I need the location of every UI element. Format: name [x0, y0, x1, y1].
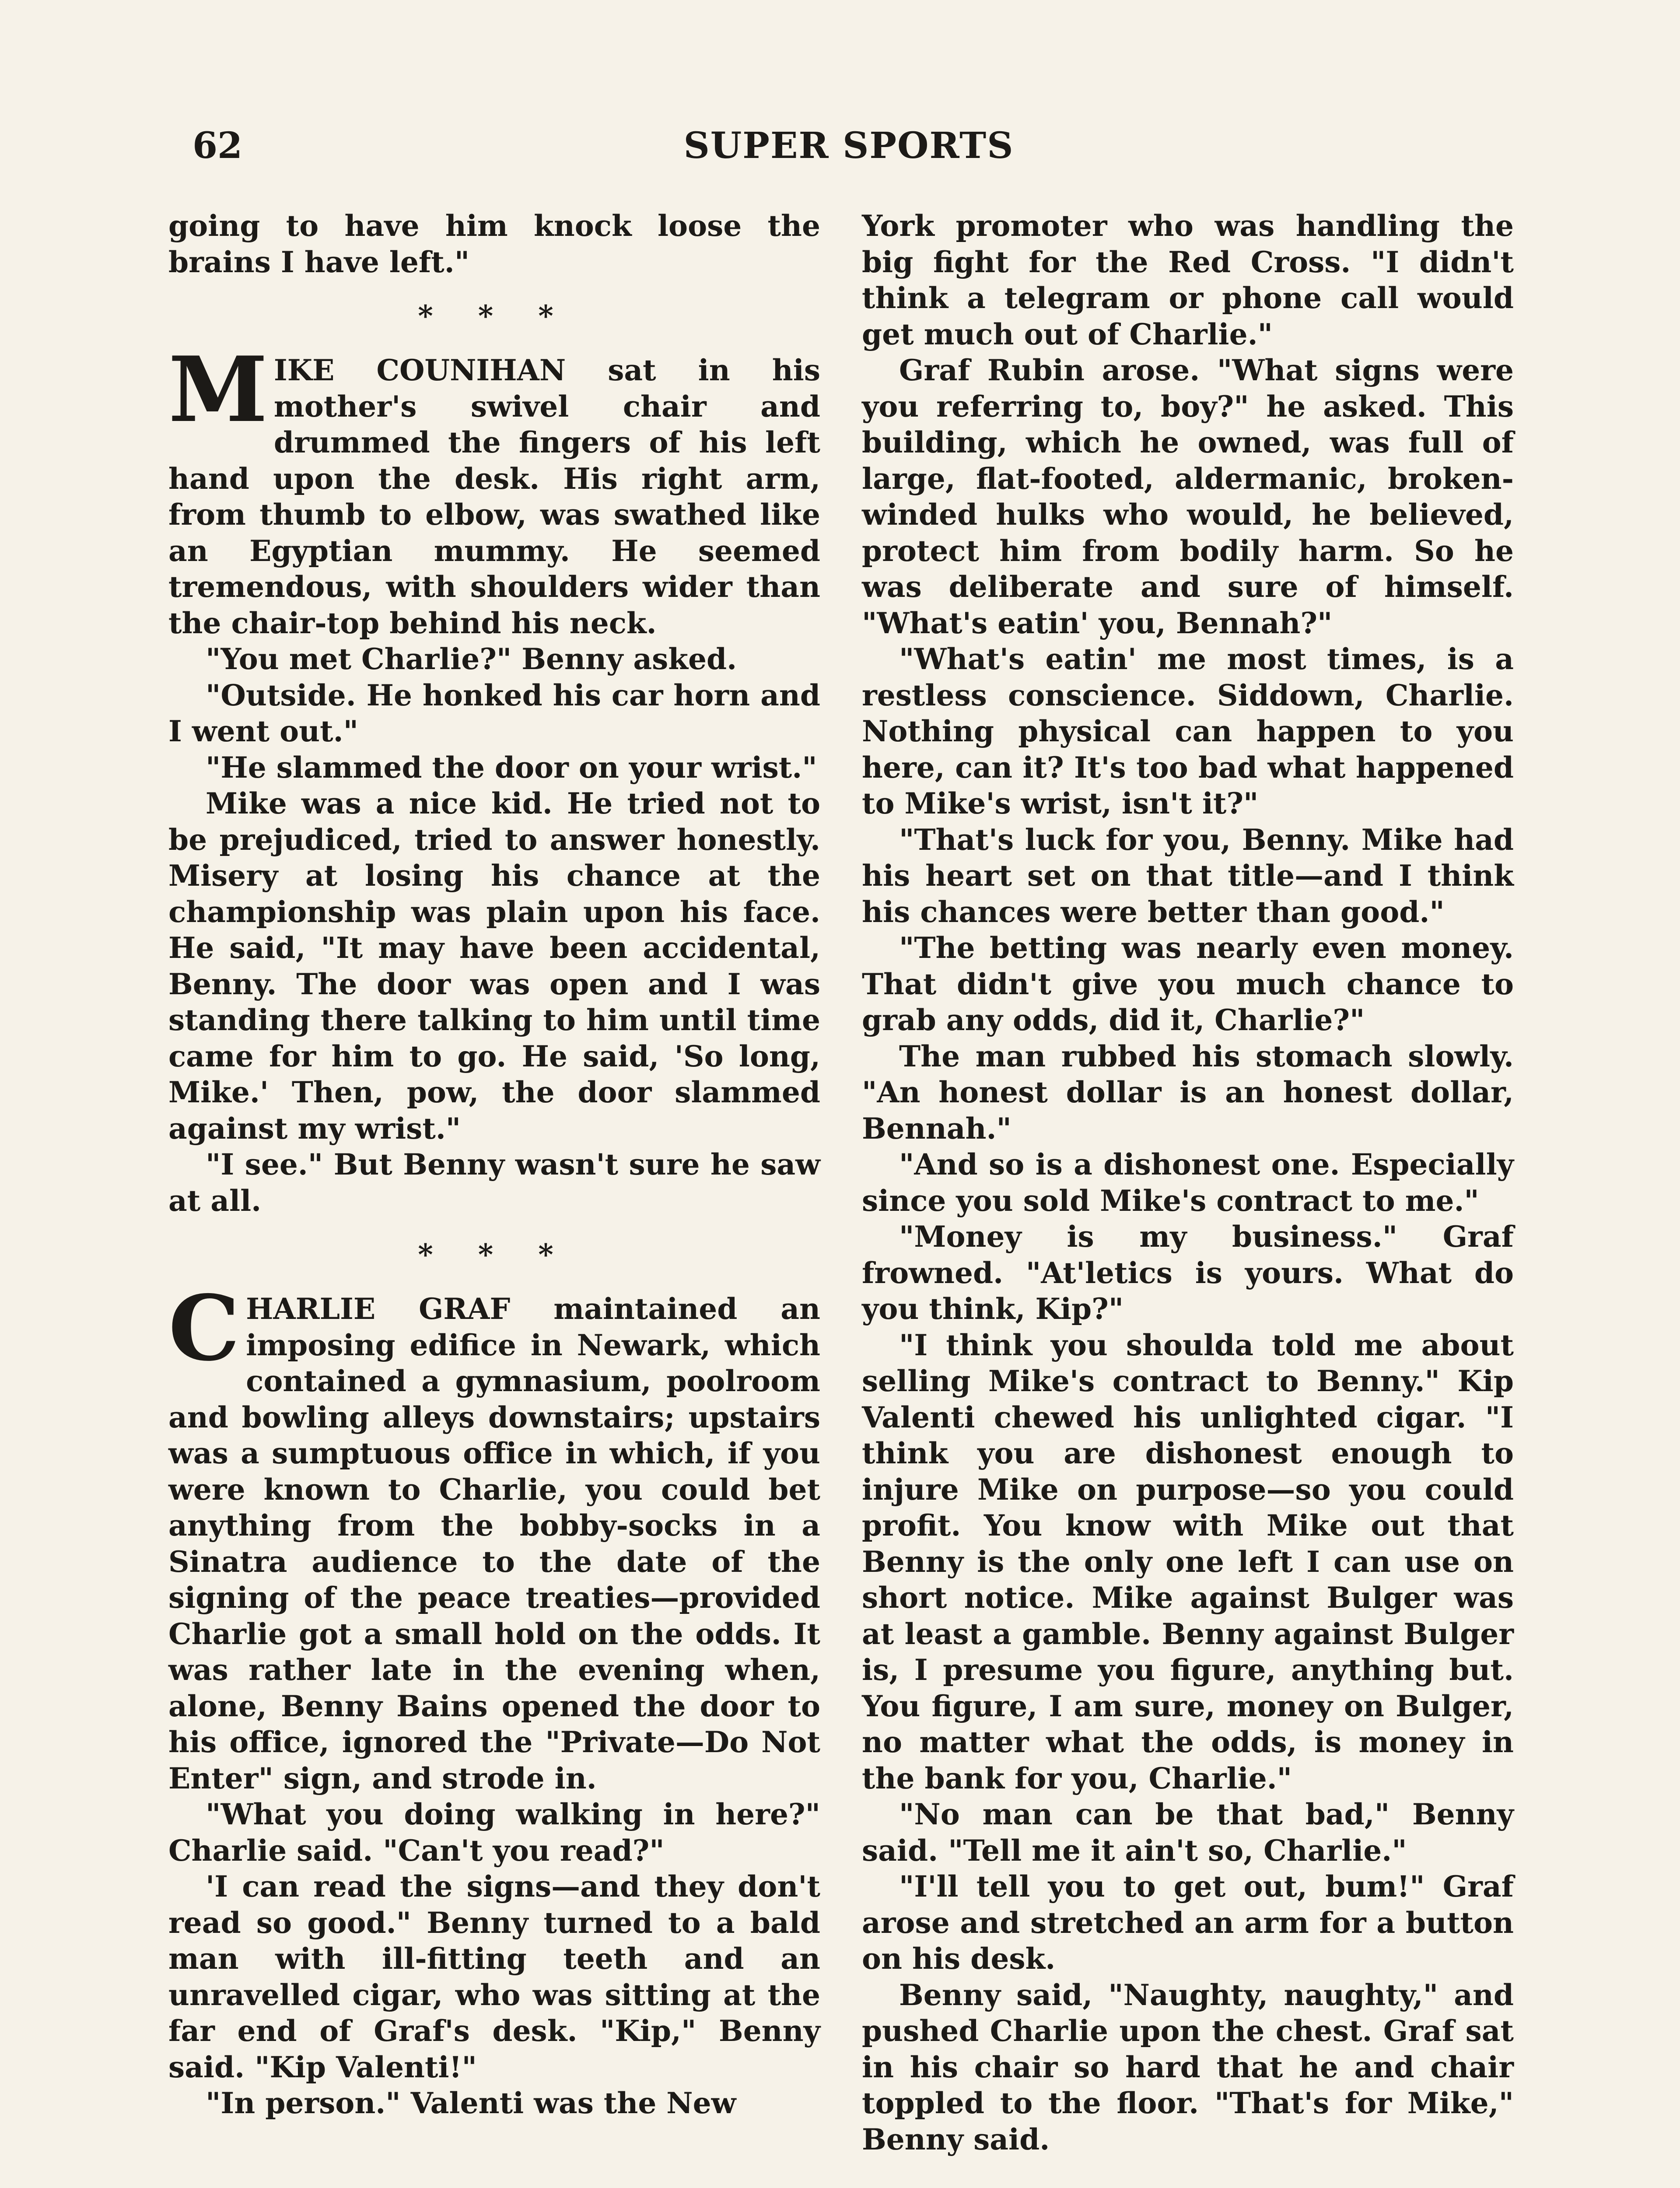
paragraph-text: IKE COUNIHAN sat in his mother's swivel chair and drummed the fingers of his left hand upon the desk. His right arm, from thumb to elbow, was swathed like an Egyptian mummy. He seemed tremendous, with shoulders wider than the chair-top behind his neck.: [168, 353, 820, 640]
paragraph-with-dropcap: [168, 337, 820, 641]
paragraph: "Money is my business." Graf frowned. "At'letics is yours. What do you think, Kip?": [862, 1220, 1514, 1326]
page-number: 62: [192, 125, 243, 167]
paragraph: Graf Rubin arose. "What signs were you referring to, boy?" he asked. This building, which he owned, was full of large, flat-footed, aldermanic, broken-winded hulks who would, he believed, protect him from bodily harm. So he was deliberate and sure of himself. "What's eatin' you, Bennah?": [862, 353, 1514, 640]
section-divider: * * *: [418, 299, 571, 333]
paragraph: 'I can read the signs—and they don't read so good." Benny turned to a bald man with ill-fitting teeth and an unravelled cigar, who was sitting at the far end of Graf's desk. "Kip," Benny said. "Kip Valenti!": [168, 1869, 820, 2084]
paragraph-with-dropcap: [168, 1276, 820, 1796]
paragraph: "I think you shoulda told me about selling Mike's contract to Benny." Kip Valenti chewed his unlighted cigar. "I think you are dishonest enough to injure Mike on purpose—so you could profit. You know with Mike out that Benny is the only one left I can use on short notice. Mike against Bulger was at least a gamble. Benny against Bulger is, I presume you figure, anything but. You figure, I am sure, money on Bulger, no matter what the odds, is money in the bank for you, Charlie.": [862, 1328, 1514, 1795]
paragraph: Benny said, "Naughty, naughty," and pushed Charlie upon the chest. Graf sat in his chair so hard that he and chair toppled to the floor. "That's for Mike," Benny said.: [862, 1978, 1514, 2156]
paragraph: "The betting was nearly even money. That didn't give you much chance to grab any odds, did it, Charlie?": [862, 931, 1514, 1037]
left-column: [168, 208, 820, 2121]
paragraph: "Outside. He honked his car horn and I went out.": [168, 678, 820, 748]
paragraph: going to have him knock loose the brains I have left.": [168, 209, 820, 279]
paragraph: "You met Charlie?" Benny asked.: [206, 642, 737, 676]
paragraph: "I'll tell you to get out, bum!" Graf arose and stretched an arm for a button on his desk.: [862, 1869, 1514, 1976]
paragraph: "In person." Valenti was the New: [206, 2086, 736, 2120]
paragraph: "That's luck for you, Benny. Mike had his heart set on that title—and I think his chances were better than good.": [862, 822, 1514, 929]
paragraph: Mike was a nice kid. He tried not to be prejudiced, tried to answer honestly. Misery at losing his chance at the championship was plain upon his face. He said, "It may have been accidental, Benny. The door was open and I was standing there talking to him until time came for him to go. He said, 'So long, Mike.' Then, pow, the door slammed against my wrist.": [168, 786, 820, 1146]
paragraph: York promoter who was handling the big fight for the Red Cross. "I didn't think a telegram or phone call would get much out of Charlie.": [862, 209, 1514, 351]
publication-title: SUPER SPORTS: [683, 125, 1014, 167]
drop-cap: C: [168, 1276, 240, 1381]
paragraph-text: HARLIE GRAF maintained an imposing edifice in Newark, which contained a gymnasium, poolroom and bowling alleys downstairs; upstairs was a sumptuous office in which, if you were known to Charlie, you could bet anything from the bobby-socks in a Sinatra audience to the date of the signing of the peace treaties—provided Charlie got a small hold on the odds. It was rather late in the evening when, alone, Benny Bains opened the door to his office, ignored the "Private—Do Not Enter" sign, and strode in.: [168, 1292, 820, 1795]
right-column: [862, 208, 1514, 2157]
paragraph: "No man can be that bad," Benny said. "Tell me it ain't so, Charlie.": [862, 1797, 1514, 1868]
paragraph: The man rubbed his stomach slowly. "An honest dollar is an honest dollar, Bennah.": [862, 1039, 1514, 1146]
section-divider: * * *: [418, 1238, 571, 1272]
page-header: [175, 125, 1522, 177]
drop-cap: M: [168, 337, 268, 442]
paragraph: "And so is a dishonest one. Especially since you sold Mike's contract to me.": [862, 1147, 1514, 1218]
paragraph: "What you doing walking in here?" Charlie said. "Can't you read?": [168, 1797, 820, 1868]
paragraph: "He slammed the door on your wrist.": [206, 750, 817, 785]
paragraph: "What's eatin' me most times, is a restless conscience. Siddown, Charlie. Nothing physical can happen to you here, can it? It's too bad what happened to Mike's wrist, isn't it?": [862, 642, 1514, 820]
paragraph: "I see." But Benny wasn't sure he saw at all.: [168, 1147, 820, 1218]
